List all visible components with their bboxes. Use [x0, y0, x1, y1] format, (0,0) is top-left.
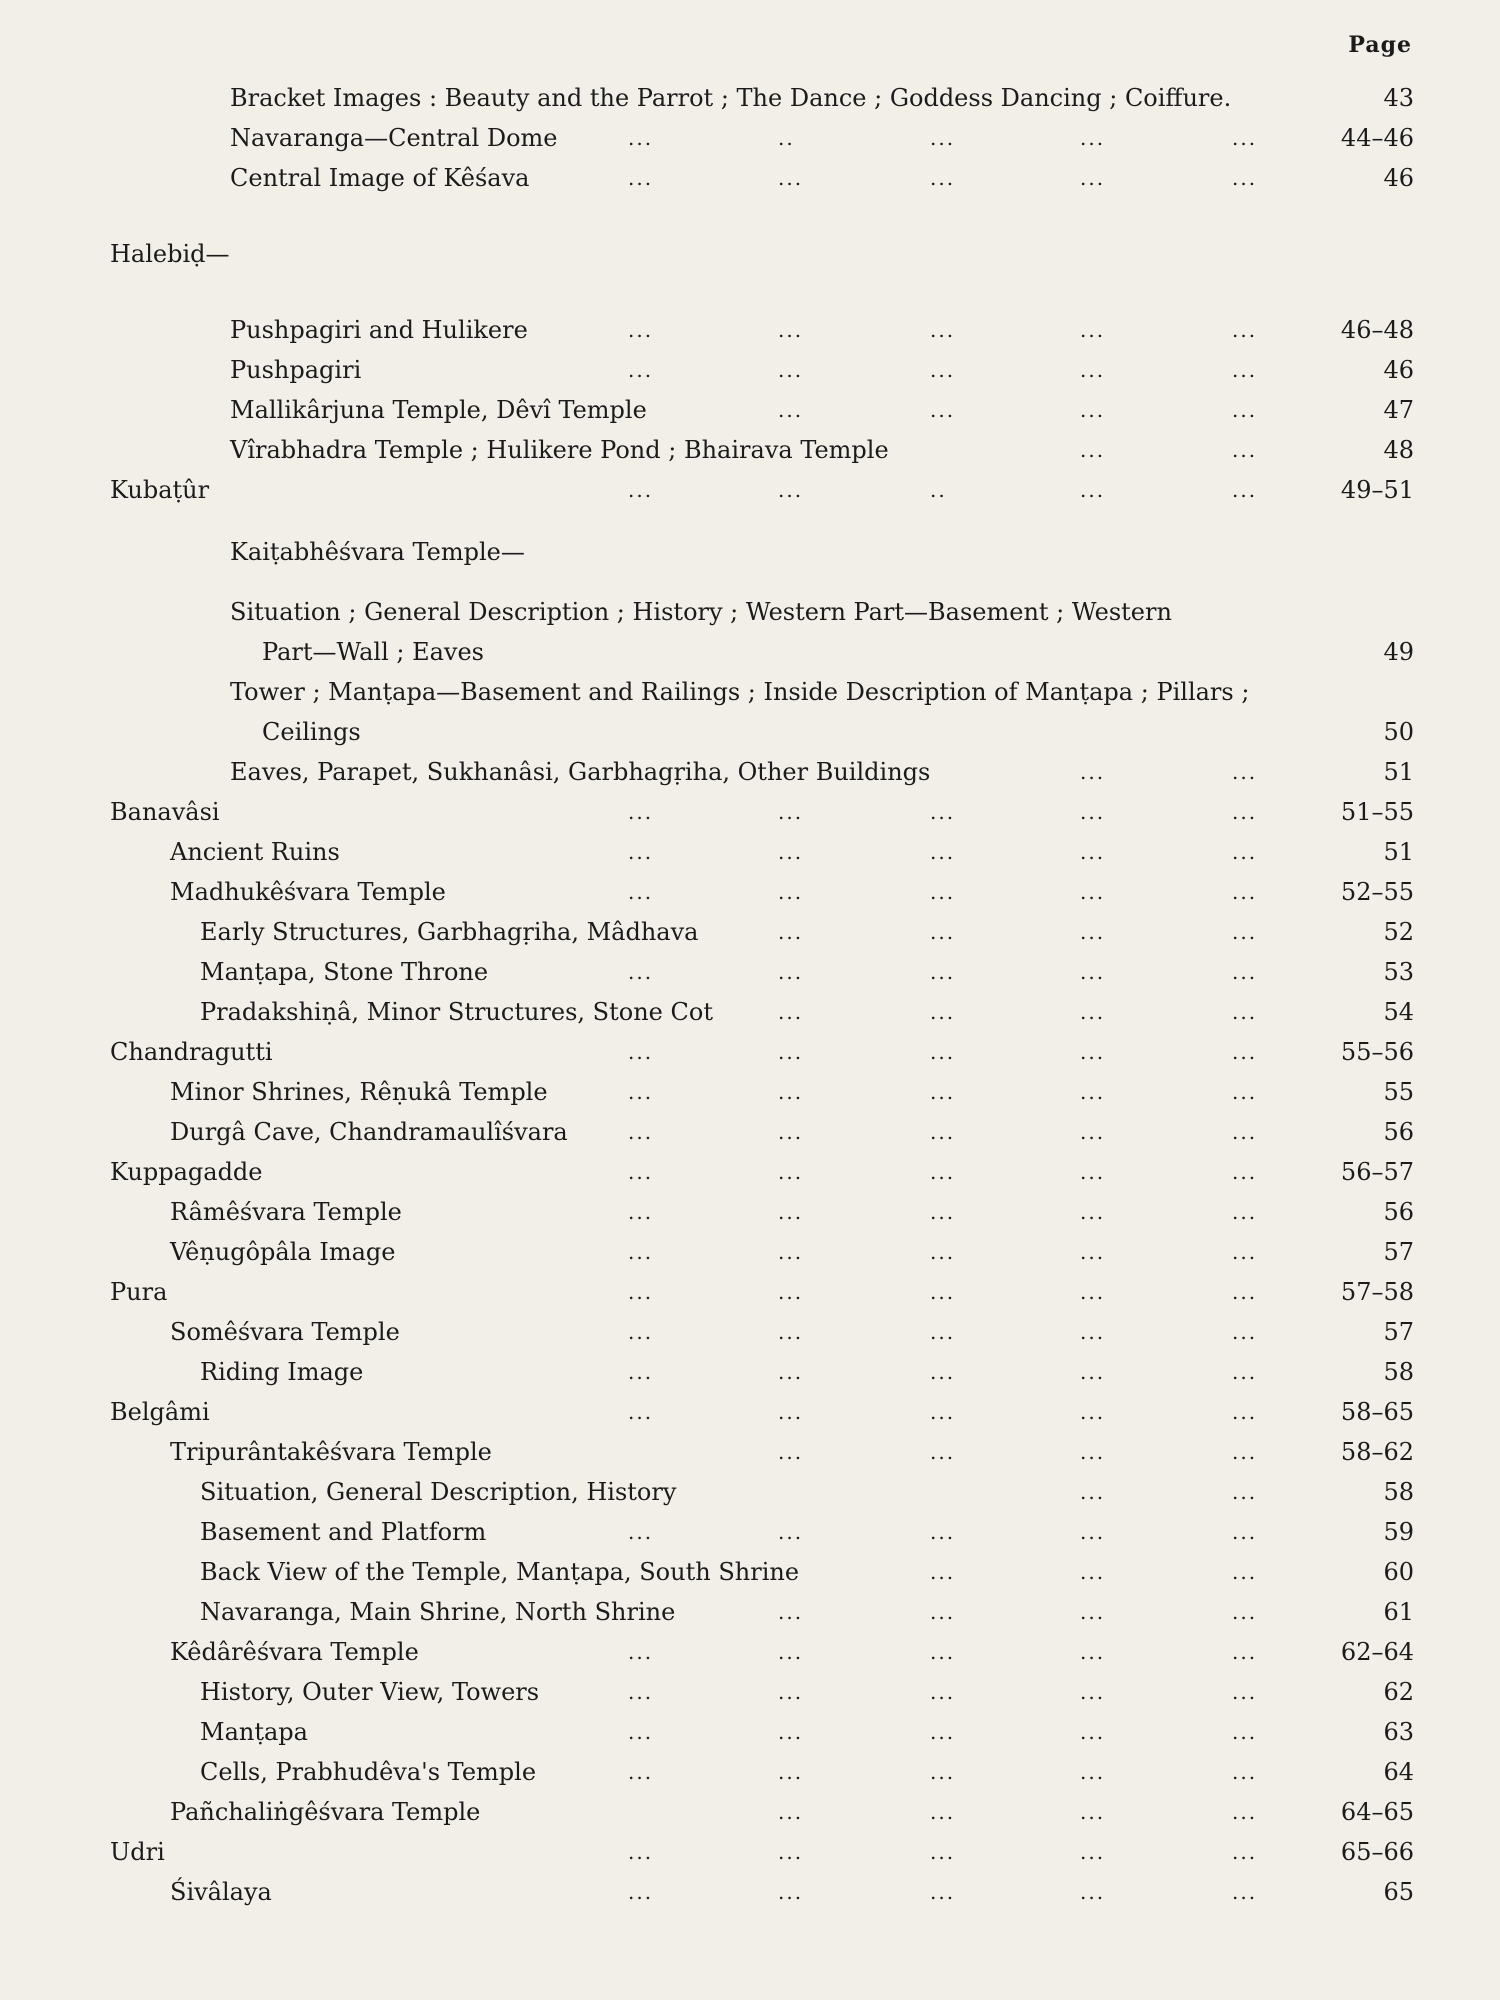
toc-entry-title: Râmêśvara Temple	[170, 1198, 402, 1226]
toc-entry-title: Bracket Images : Beauty and the Parrot ; The Dance ; Goddess Dancing ; Coiffure.	[230, 84, 1232, 112]
toc-entry-page: 51–55	[1340, 798, 1414, 826]
toc-entry-title: Situation, General Description, History	[200, 1478, 677, 1506]
toc-entry-page: 55	[1383, 1078, 1414, 1106]
toc-entry: Cells, Prabhudêva's Temple ... ... ... ... ... 64	[0, 1752, 1500, 1792]
toc-entry: Śivâlaya ... ... ... ... ... 65	[0, 1872, 1500, 1912]
toc-entry: Râmêśvara Temple ... ... ... ... ... 56	[0, 1192, 1500, 1232]
toc-entry-title: Manṭapa	[200, 1718, 308, 1746]
toc-entry-page: 58	[1383, 1358, 1414, 1386]
toc-entry: Pushpagiri and Hulikere ... ... ... ... ... 46–48	[0, 310, 1500, 350]
toc-entry-page: 58–62	[1340, 1438, 1414, 1466]
toc-entry: Central Image of Kêśava ... ... ... ... ... 46	[0, 158, 1500, 198]
toc-entry: Back View of the Temple, Manṭapa, South Shrine ... ... ... 60	[0, 1552, 1500, 1592]
toc-entry-title: Central Image of Kêśava	[230, 164, 530, 192]
toc-entry: Pushpagiri ... ... ... ... ... 46	[0, 350, 1500, 390]
toc-entry-title: Belgâmi	[110, 1398, 210, 1426]
toc-entry-title-continued: Part—Wall ; Eaves	[262, 638, 484, 666]
toc-entry: Vîrabhadra Temple ; Hulikere Pond ; Bhairava Temple ... ... 48	[0, 430, 1500, 470]
toc-entry: Belgâmi ... ... ... ... ... 58–65	[0, 1392, 1500, 1432]
toc-entry-title: Kubaṭûr	[110, 476, 210, 504]
toc-entry: Manṭapa ... ... ... ... ... 63	[0, 1712, 1500, 1752]
toc-entry-page: 44–46	[1340, 124, 1414, 152]
toc-entry-page: 43	[1383, 84, 1414, 112]
toc-entry: Pura ... ... ... ... ... 57–58	[0, 1272, 1500, 1312]
toc-entry-title: Early Structures, Garbhagṛiha, Mâdhava	[200, 918, 699, 946]
toc-entry: Eaves, Parapet, Sukhanâsi, Garbhagṛiha, Other Buildings ... ... 51	[0, 752, 1500, 792]
toc-entry-title: Eaves, Parapet, Sukhanâsi, Garbhagṛiha, Other Buildings	[230, 758, 931, 786]
toc-entry-title: Kaiṭabhêśvara Temple—	[230, 538, 525, 566]
toc-entry-page: 51	[1383, 758, 1414, 786]
toc-entry-page: 46–48	[1340, 316, 1414, 344]
toc-entry-title: Minor Shrines, Rêṇukâ Temple	[170, 1078, 548, 1106]
toc-entry-page: 59	[1383, 1518, 1414, 1546]
toc-entry-title: History, Outer View, Towers	[200, 1678, 540, 1706]
toc-entry-title: Vîrabhadra Temple ; Hulikere Pond ; Bhairava Temple	[230, 436, 889, 464]
toc-entry-page: 61	[1383, 1598, 1414, 1626]
toc-entry	[0, 592, 1500, 672]
toc-entry-page: 62	[1383, 1678, 1414, 1706]
toc-entry: Mallikârjuna Temple, Dêvî Temple ... ... ... ... 47	[0, 390, 1500, 430]
toc-entry: Riding Image ... ... ... ... ... 58	[0, 1352, 1500, 1392]
toc-entry: Banavâsi ... ... ... ... ... 51–55	[0, 792, 1500, 832]
page-column-header: Page	[1348, 32, 1412, 58]
toc-entry-title: Halebiḍ—	[110, 240, 230, 268]
toc-entry-page: 57	[1383, 1238, 1414, 1266]
toc-entry-page: 50	[1383, 718, 1414, 746]
toc-section-heading	[0, 234, 1500, 274]
toc-entry-title: Udri	[110, 1838, 165, 1866]
toc-entry-title: Pañchaliṅgêśvara Temple	[170, 1798, 481, 1826]
toc-entry-title: Pushpagiri and Hulikere	[230, 316, 528, 344]
toc-entry-title: Back View of the Temple, Manṭapa, South Shrine	[200, 1558, 800, 1586]
toc-entry: Navaranga, Main Shrine, North Shrine ... ... ... ... 61	[0, 1592, 1500, 1632]
toc-entry: Manṭapa, Stone Throne ... ... ... ... ... 53	[0, 952, 1500, 992]
toc-entry: Ancient Ruins ... ... ... ... ... 51	[0, 832, 1500, 872]
toc-entry-title: Śivâlaya	[170, 1878, 272, 1906]
toc-entry-page: 62–64	[1340, 1638, 1414, 1666]
toc-entry-title: Riding Image	[200, 1358, 364, 1386]
toc-entry-page: 64	[1383, 1758, 1414, 1786]
toc-entry: Kêdârêśvara Temple ... ... ... ... ... 62–64	[0, 1632, 1500, 1672]
toc-entry-title: Kêdârêśvara Temple	[170, 1638, 419, 1666]
toc-entry-title: Pradakshiṇâ, Minor Structures, Stone Cot	[200, 998, 713, 1026]
toc-entry: Situation, General Description, History ... ... 58	[0, 1472, 1500, 1512]
toc-entry-title: Pushpagiri	[230, 356, 362, 384]
toc-entry-page: 51	[1383, 838, 1414, 866]
toc-entry-page: 57–58	[1340, 1278, 1414, 1306]
toc-entry-title: Chandragutti	[110, 1038, 273, 1066]
toc-entry: Minor Shrines, Rêṇukâ Temple ... ... ... ... ... 55	[0, 1072, 1500, 1112]
toc-entry-page: 54	[1383, 998, 1414, 1026]
toc-entry-page: 53	[1383, 958, 1414, 986]
toc-entry-title: Vêṇugôpâla Image	[170, 1238, 396, 1266]
toc-entry-title: Tower ; Manṭapa—Basement and Railings ; Inside Description of Manṭapa ; Pillars ;	[230, 678, 1250, 706]
toc-entry-page: 58–65	[1340, 1398, 1414, 1426]
toc-entry-title: Durgâ Cave, Chandramaulîśvara	[170, 1118, 568, 1146]
toc-entry-page: 48	[1383, 436, 1414, 464]
toc-entry-title: Pura	[110, 1278, 168, 1306]
toc-entry: Kuppagadde ... ... ... ... ... 56–57	[0, 1152, 1500, 1192]
toc-entry-page: 56–57	[1340, 1158, 1414, 1186]
toc-entry-title: Ancient Ruins	[170, 838, 340, 866]
toc-entry-title: Madhukêśvara Temple	[170, 878, 446, 906]
toc-entry: Pañchaliṅgêśvara Temple ... ... ... ... 64–65	[0, 1792, 1500, 1832]
toc-entry-title: Kuppagadde	[110, 1158, 263, 1186]
toc-entry-title: Cells, Prabhudêva's Temple	[200, 1758, 537, 1786]
toc-section-heading	[0, 532, 1500, 572]
toc-entry-page: 46	[1383, 356, 1414, 384]
toc-entry-page: 56	[1383, 1198, 1414, 1226]
toc-entry: Madhukêśvara Temple ... ... ... ... ... 52–55	[0, 872, 1500, 912]
toc-entry: Somêśvara Temple ... ... ... ... ... 57	[0, 1312, 1500, 1352]
toc-entry: Navaranga—Central Dome ... .. ... ... ... 44–46	[0, 118, 1500, 158]
toc-entry-title: Tripurântakêśvara Temple	[170, 1438, 492, 1466]
toc-entry-page: 60	[1383, 1558, 1414, 1586]
toc-entry-title: Situation ; General Description ; History ; Western Part—Basement ; Western	[230, 598, 1172, 626]
toc-entry: Durgâ Cave, Chandramaulîśvara ... ... ... ... ... 56	[0, 1112, 1500, 1152]
toc-entry	[0, 672, 1500, 752]
toc-entry-title: Basement and Platform	[200, 1518, 487, 1546]
toc-entry: Kubaṭûr ... ... .. ... ... 49–51	[0, 470, 1500, 510]
toc-entry: Udri ... ... ... ... ... 65–66	[0, 1832, 1500, 1872]
toc-entry: History, Outer View, Towers ... ... ... ... ... 62	[0, 1672, 1500, 1712]
toc-entry-page: 46	[1383, 164, 1414, 192]
toc-entry-title: Manṭapa, Stone Throne	[200, 958, 489, 986]
toc-entry-page: 47	[1383, 396, 1414, 424]
toc-entry-title: Mallikârjuna Temple, Dêvî Temple	[230, 396, 647, 424]
toc-entry-title: Somêśvara Temple	[170, 1318, 400, 1346]
toc-entry	[0, 78, 1500, 118]
toc-entry-page: 56	[1383, 1118, 1414, 1146]
toc-entry-page: 55–56	[1340, 1038, 1414, 1066]
toc-entry-page: 49	[1383, 638, 1414, 666]
toc-entry-page: 52–55	[1340, 878, 1414, 906]
table-of-contents	[0, 78, 1500, 1912]
toc-entry-title: Navaranga—Central Dome	[230, 124, 558, 152]
toc-entry-page: 58	[1383, 1478, 1414, 1506]
toc-entry: Basement and Platform ... ... ... ... ... 59	[0, 1512, 1500, 1552]
toc-entry: Tripurântakêśvara Temple ... ... ... ... 58–62	[0, 1432, 1500, 1472]
toc-entry-page: 63	[1383, 1718, 1414, 1746]
toc-entry-page: 57	[1383, 1318, 1414, 1346]
toc-entry: Chandragutti ... ... ... ... ... 55–56	[0, 1032, 1500, 1072]
toc-entry-page: 49–51	[1340, 476, 1414, 504]
toc-entry: Vêṇugôpâla Image ... ... ... ... ... 57	[0, 1232, 1500, 1272]
toc-entry-page: 65–66	[1340, 1838, 1414, 1866]
toc-entry: Pradakshiṇâ, Minor Structures, Stone Cot ... ... ... ... 54	[0, 992, 1500, 1032]
toc-entry-title: Navaranga, Main Shrine, North Shrine	[200, 1598, 676, 1626]
toc-entry-title: Banavâsi	[110, 798, 220, 826]
toc-entry-page: 52	[1383, 918, 1414, 946]
toc-entry-page: 65	[1383, 1878, 1414, 1906]
toc-entry-title-continued: Ceilings	[262, 718, 361, 746]
toc-entry-page: 64–65	[1340, 1798, 1414, 1826]
toc-entry: Early Structures, Garbhagṛiha, Mâdhava ... ... ... ... 52	[0, 912, 1500, 952]
